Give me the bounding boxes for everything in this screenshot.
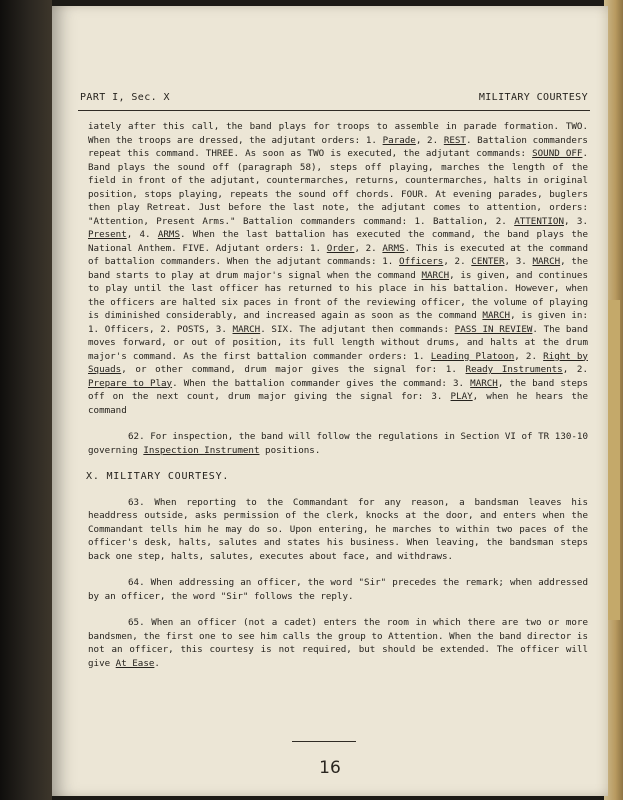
page-number: 16 — [319, 758, 341, 778]
footer-rule — [292, 741, 356, 742]
header-section: PART I, Sec. X — [80, 92, 170, 103]
paragraph-63: 63. When reporting to the Commandant for any reason, a bandsman leaves his headdress outside, asks permission of the clerk, knocks at the door, and enters when the Commandant tells him he may do so. Upon entering, he marches to within two paces of the officer's desk, halts, salutes and states his business. When leaving, the bandsman steps back one step, halts, salutes, executes about face, and withdraws. — [88, 496, 588, 562]
section-title: X. MILITARY COURTESY. — [86, 471, 230, 482]
running-header — [80, 92, 588, 103]
paragraph-parade: iately after this call, the band plays for troops to assemble in parade formation. TWO. When the troops are dressed, the adjutant orders: 1. Parade, 2. REST. Battalion commanders repeat this command. THREE. As soon as TWO is executed, the adjutant commands: SOUND OFF. Band plays the sound off (paragraph 58), steps off playing, marches the length of the field in front of the adjutant, countermarches, returns, countermarches, halts in original position, stops playing, repeats the sound off chords. FOUR. At evening parades, buglers then play Retreat. Just before the last note, the adjutant comes to attention, orders: "Attention, Present Arms." Battalion commanders command: 1. Battalion, 2. ATTENTION, 3. Present, 4. ARMS. When the last battalion has executed the command, the band plays the National Anthem. FIVE. Adjutant orders: 1. Order, 2. ARMS. This is executed at the command of battalion commanders. When the adjutant commands: 1. Officers, 2. CENTER, 3. MARCH, the band starts to play at drum major's signal when the command MARCH, is given, and continues to play until the last officer has returned to his place in his battalion. However, when the officers are halted six paces in front of the reviewing officer, the volume of playing is diminished considerably, and increased again as soon as the command MARCH, is given in: 1. Officers, 2. POSTS, 3. MARCH. SIX. The adjutant then commands: PASS IN REVIEW. The band moves forward, or out of position, its full length without drums, and halts at the drum major's command. As the first battalion commander orders: 1. Leading Platoon, 2. Right by Squads, or other command, drum major gives the signal for: 1. Ready Instruments, 2. Prepare to Play. When the battalion commander gives the command: 3. MARCH, the band steps off on the next count, drum major giving the signal for: 3. PLAY, when he hears the command — [88, 121, 588, 416]
page-body — [88, 120, 588, 683]
document-page — [52, 6, 608, 796]
book-binding — [0, 0, 52, 800]
paragraph-62: 62. For inspection, the band will follow the regulations in Section VI of TR 130-10 governing Inspection Instrument positions. — [88, 431, 588, 456]
header-rule — [78, 110, 590, 111]
paragraph-65: 65. When an officer (not a cadet) enters the room in which there are two or more bandsmen, the first one to see him calls the group to Attention. When the band director is not an officer, this courtesy is not required, but should be extended. The officer will give At Ease. — [88, 617, 588, 669]
page-tab — [606, 300, 620, 620]
header-title: MILITARY COURTESY — [478, 92, 588, 103]
paragraph-64: 64. When addressing an officer, the word "Sir" precedes the remark; when addressed by an officer, the word "Sir" follows the reply. — [88, 577, 588, 602]
